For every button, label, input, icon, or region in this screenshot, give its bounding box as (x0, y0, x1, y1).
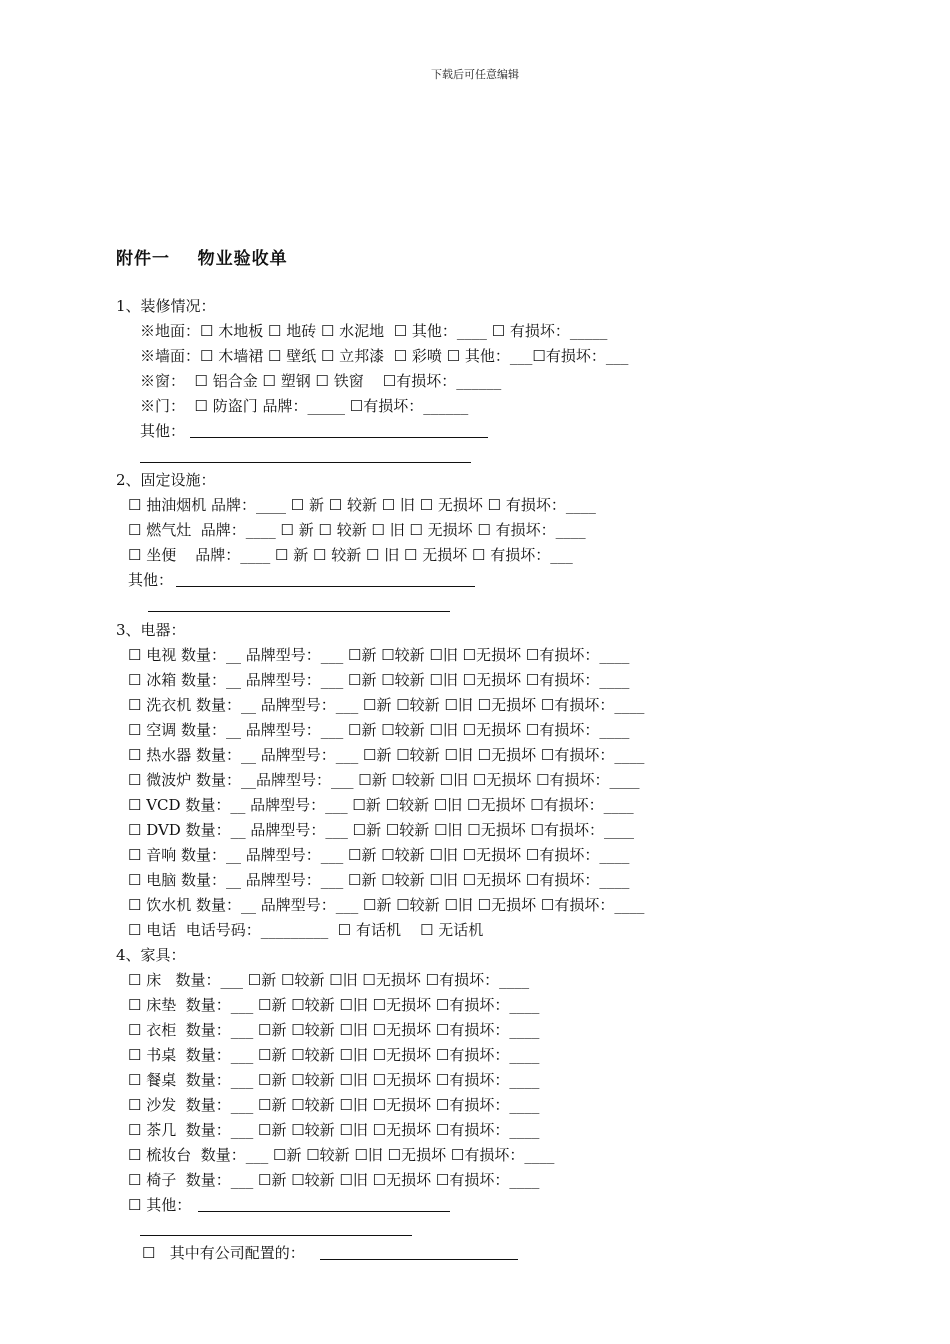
appliance-row[interactable]: ☐ 电视 数量：__ 品牌型号：___ ☐新 ☐较新 ☐旧 ☐无损坏 ☐有损坏：____ (128, 646, 630, 664)
fixtures-other-line-2[interactable] (148, 611, 450, 612)
document-title: 附件一 物业验收单 (116, 249, 288, 269)
range-hood-row[interactable]: ☐ 抽油烟机 品牌：____ ☐ 新 ☐ 较新 ☐ 旧 ☐ 无损坏 ☐ 有损坏：____ (128, 496, 596, 514)
appliance-row[interactable]: ☐ 空调 数量：__ 品牌型号：___ ☐新 ☐较新 ☐旧 ☐无损坏 ☐有损坏：____ (128, 721, 630, 739)
appliance-row[interactable]: ☐ 热水器 数量：__ 品牌型号：___ ☐新 ☐较新 ☐旧 ☐无损坏 ☐有损坏：____ (128, 746, 645, 764)
furniture-row[interactable]: ☐ 床 数量：___ ☐新 ☐较新 ☐旧 ☐无损坏 ☐有损坏：____ (128, 971, 530, 989)
appliance-row[interactable]: ☐ 微波炉 数量：__品牌型号：___ ☐新 ☐较新 ☐旧 ☐无损坏 ☐有损坏：____ (128, 771, 640, 789)
appliance-row[interactable]: ☐ VCD 数量：__ 品牌型号：___ ☐新 ☐较新 ☐旧 ☐无损坏 ☐有损坏：____ (128, 796, 634, 814)
furniture-row[interactable]: ☐ 餐桌 数量：___ ☐新 ☐较新 ☐旧 ☐无损坏 ☐有损坏：____ (128, 1071, 540, 1089)
renovation-other-line-2[interactable] (140, 462, 471, 463)
section-2-heading: 2、固定设施： (116, 471, 216, 489)
appliance-row[interactable]: ☐ DVD 数量：__ 品牌型号：___ ☐新 ☐较新 ☐旧 ☐无损坏 ☐有损坏：____ (128, 821, 634, 839)
appliance-row[interactable]: ☐ 冰箱 数量：__ 品牌型号：___ ☐新 ☐较新 ☐旧 ☐无损坏 ☐有损坏：____ (128, 671, 630, 689)
company-provided-label[interactable]: ☐ 其中有公司配置的： (142, 1244, 305, 1262)
gas-stove-row[interactable]: ☐ 燃气灶 品牌：____ ☐ 新 ☐ 较新 ☐ 旧 ☐ 无损坏 ☐ 有损坏：____ (128, 521, 586, 539)
furniture-row[interactable]: ☐ 沙发 数量：___ ☐新 ☐较新 ☐旧 ☐无损坏 ☐有损坏：____ (128, 1096, 540, 1114)
renovation-other-label: 其他： (140, 422, 186, 440)
furniture-row[interactable]: ☐ 书桌 数量：___ ☐新 ☐较新 ☐旧 ☐无损坏 ☐有损坏：____ (128, 1046, 540, 1064)
appliance-row[interactable]: ☐ 音响 数量：__ 品牌型号：___ ☐新 ☐较新 ☐旧 ☐无损坏 ☐有损坏：____ (128, 846, 630, 864)
window-row[interactable]: ※窗： ☐ 铝合金 ☐ 塑钢 ☐ 铁窗 ☐有损坏：______ (140, 372, 502, 390)
furniture-row[interactable]: ☐ 茶几 数量：___ ☐新 ☐较新 ☐旧 ☐无损坏 ☐有损坏：____ (128, 1121, 540, 1139)
renovation-other-line-1[interactable] (190, 437, 488, 438)
toilet-row[interactable]: ☐ 坐便 品牌：____ ☐ 新 ☐ 较新 ☐ 旧 ☐ 无损坏 ☐ 有损坏：___ (128, 546, 573, 564)
section-4-heading: 4、家具： (116, 946, 186, 964)
fixtures-other-label: 其他： (128, 571, 174, 589)
company-provided-line[interactable] (320, 1259, 518, 1260)
appliance-row[interactable]: ☐ 洗衣机 数量：__ 品牌型号：___ ☐新 ☐较新 ☐旧 ☐无损坏 ☐有损坏：____ (128, 696, 645, 714)
furniture-row[interactable]: ☐ 椅子 数量：___ ☐新 ☐较新 ☐旧 ☐无损坏 ☐有损坏：____ (128, 1171, 540, 1189)
page-header: 下载后可任意编辑 (431, 68, 519, 81)
furniture-other-label[interactable]: ☐ 其他： (128, 1196, 192, 1214)
appliance-row[interactable]: ☐ 电脑 数量：__ 品牌型号：___ ☐新 ☐较新 ☐旧 ☐无损坏 ☐有损坏：____ (128, 871, 630, 889)
furniture-row[interactable]: ☐ 梳妆台 数量：___ ☐新 ☐较新 ☐旧 ☐无损坏 ☐有损坏：____ (128, 1146, 555, 1164)
appliance-row[interactable]: ☐ 饮水机 数量：__ 品牌型号：___ ☐新 ☐较新 ☐旧 ☐无损坏 ☐有损坏：____ (128, 896, 645, 914)
furniture-row[interactable]: ☐ 衣柜 数量：___ ☐新 ☐较新 ☐旧 ☐无损坏 ☐有损坏：____ (128, 1021, 540, 1039)
fixtures-other-line-1[interactable] (176, 586, 475, 587)
wall-row[interactable]: ※墙面：☐ 木墙裙 ☐ 壁纸 ☐ 立邦漆 ☐ 彩喷 ☐ 其他：___☐有损坏：___ (140, 347, 629, 365)
door-row[interactable]: ※门： ☐ 防盗门 品牌：_____ ☐有损坏：______ (140, 397, 469, 415)
floor-row[interactable]: ※地面：☐ 木地板 ☐ 地砖 ☐ 水泥地 ☐ 其他：____ ☐ 有损坏：_____ (140, 322, 608, 340)
furniture-other-line-2[interactable] (140, 1235, 412, 1236)
section-1-heading: 1、装修情况： (116, 297, 216, 315)
furniture-other-line-1[interactable] (198, 1211, 450, 1212)
section-3-heading: 3、电器： (116, 621, 186, 639)
furniture-row[interactable]: ☐ 床垫 数量：___ ☐新 ☐较新 ☐旧 ☐无损坏 ☐有损坏：____ (128, 996, 540, 1014)
phone-row[interactable]: ☐ 电话 电话号码：_________ ☐ 有话机 ☐ 无话机 (128, 921, 484, 939)
